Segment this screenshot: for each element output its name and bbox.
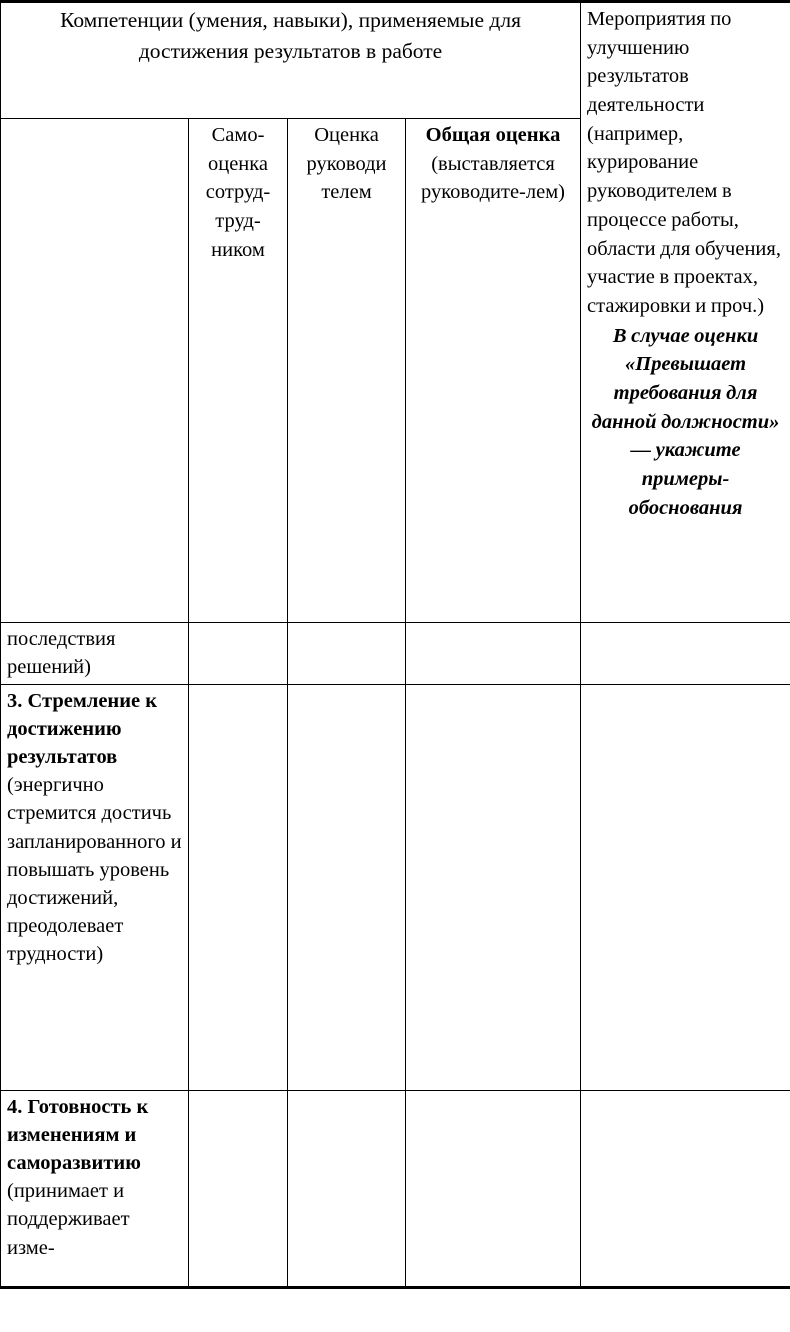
- table-row: [1, 1091, 790, 1288]
- table-row: [1, 623, 790, 685]
- measures-cell[interactable]: [581, 1091, 790, 1288]
- competency-cell: [1, 685, 189, 1091]
- table-row: [1, 685, 790, 1091]
- self-assessment-cell[interactable]: [189, 685, 288, 1091]
- table-header-row-top: [1, 2, 790, 119]
- competency-bold-label: 3. Стремление к достижению результатов: [7, 690, 158, 769]
- competency-description: (энергично стремится достичь запланированного и повышать уровень достижений, преодолевает трудности): [7, 774, 182, 965]
- competency-bold-label: 4. Готовность к изменениям и саморазвитию: [7, 1096, 149, 1175]
- competency-cell: [1, 1091, 189, 1288]
- header-overall-assessment-bold: Общая оценка: [425, 124, 561, 146]
- header-overall-assessment-note: (выставляется руководите-лем): [421, 152, 566, 204]
- header-manager-assessment: Оценка руководи телем: [288, 119, 406, 623]
- competency-cell: [1, 623, 189, 685]
- competency-description: последствия решений): [7, 628, 116, 679]
- self-assessment-cell[interactable]: [189, 623, 288, 685]
- measures-cell[interactable]: [581, 623, 790, 685]
- manager-assessment-cell[interactable]: [288, 1091, 406, 1288]
- header-self-assessment: Само-оценка сотруд-труд-ником: [189, 119, 288, 623]
- header-blank-cell: [1, 119, 189, 623]
- manager-assessment-cell[interactable]: [288, 623, 406, 685]
- overall-assessment-cell[interactable]: [406, 623, 581, 685]
- measures-cell[interactable]: [581, 685, 790, 1091]
- header-competencies-title: Компетенции (умения, навыки), применяемые для достижения результатов в работе: [1, 2, 581, 119]
- overall-assessment-cell[interactable]: [406, 685, 581, 1091]
- self-assessment-cell[interactable]: [189, 1091, 288, 1288]
- header-measures-plain-text: Мероприятия по улучшению результатов деятельности (например, курирование руководителем в процессе работы, области для обучения, участие в проектах, стажировки и проч.): [587, 8, 781, 317]
- header-overall-assessment: [406, 119, 581, 623]
- header-measures-cell: [581, 2, 790, 623]
- competency-description: (принимает и поддерживает изме-: [7, 1180, 130, 1259]
- manager-assessment-cell[interactable]: [288, 685, 406, 1091]
- overall-assessment-cell[interactable]: [406, 1091, 581, 1288]
- header-measures-italic-text: В случае оценки «Превышает требования для данной должности» — укажите примеры-обоснования: [591, 324, 780, 519]
